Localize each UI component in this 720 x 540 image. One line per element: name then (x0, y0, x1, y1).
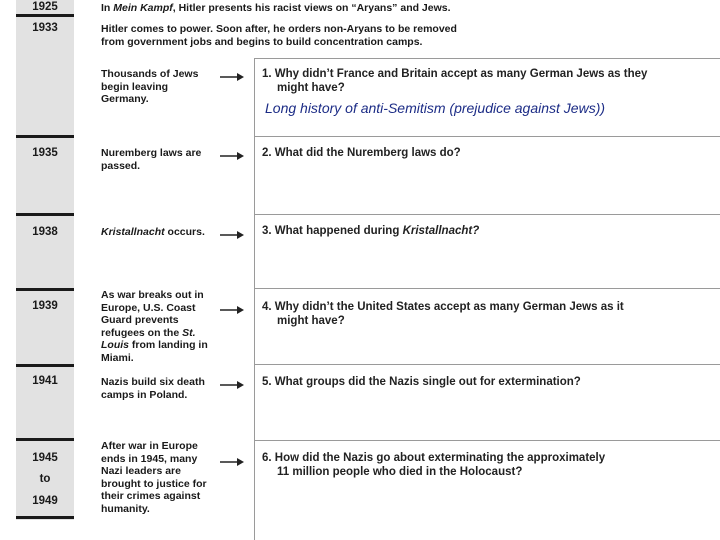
answer-1: Long history of anti-Semitism (prejudice against Jews)) (265, 100, 606, 116)
question-row-line (254, 136, 720, 137)
question-5: 5. What groups did the Nazis single out for extermination? (262, 376, 581, 388)
event-1941: Nazis build six death camps in Poland. (101, 376, 205, 401)
timeline-divider (16, 364, 74, 367)
year-1938: 1938 (32, 226, 58, 238)
question-row-line (254, 364, 720, 365)
question-row-line (254, 58, 720, 59)
question-row-line (254, 214, 720, 215)
arrow-right-icon (220, 456, 246, 468)
question-4: 4. Why didn’t the United States accept as many German Jews as it might have? (262, 301, 624, 327)
question-row-line (254, 288, 720, 289)
timeline-divider (16, 135, 74, 138)
year-1925: 1925 (32, 1, 58, 13)
timeline-divider (16, 14, 74, 17)
event-1925: In Mein Kampf, Hitler presents his racist views on “Aryans” and Jews. (101, 2, 451, 14)
year-1939: 1939 (32, 300, 58, 312)
timeline-divider (16, 516, 74, 519)
event-1938: Kristallnacht occurs. (101, 226, 205, 238)
question-1: 1. Why didn’t France and Britain accept as many German Jews as they might have? (262, 68, 648, 94)
year-range-to: to (39, 473, 51, 485)
year-1941: 1941 (32, 375, 58, 387)
timeline-divider (16, 288, 74, 291)
year-1935: 1935 (32, 147, 58, 159)
year-1949: 1949 (32, 495, 58, 507)
arrow-right-icon (220, 229, 246, 241)
event-jews-leaving: Thousands of Jews begin leaving Germany. (101, 68, 199, 105)
event-1933: Hitler comes to power. Soon after, he orders non-Aryans to be removed from government jobs and begins to build concentration camps. (101, 23, 457, 48)
question-row-line (254, 440, 720, 441)
year-1945: 1945 (32, 452, 58, 464)
arrow-right-icon (220, 71, 246, 83)
question-3: 3. What happened during Kristallnacht? (262, 225, 480, 237)
timeline-column (16, 0, 74, 520)
arrow-right-icon (220, 379, 246, 391)
event-1945-1949: After war in Europe ends in 1945, many Nazi leaders are brought to justice for their crimes against humanity. (101, 440, 207, 515)
event-1935: Nuremberg laws are passed. (101, 147, 202, 172)
arrow-right-icon (220, 150, 246, 162)
event-1939: As war breaks out in Europe, U.S. Coast Guard prevents refugees on the St. Louis from landing in Miami. (101, 289, 208, 364)
question-6: 6. How did the Nazis go about exterminating the approximately 11 million people who died in the Holocaust? (262, 452, 606, 478)
question-column-border (254, 58, 255, 540)
question-2: 2. What did the Nuremberg laws do? (262, 147, 461, 159)
timeline-divider (16, 438, 74, 441)
timeline-divider (16, 213, 74, 216)
arrow-right-icon (220, 304, 246, 316)
year-1933: 1933 (32, 22, 58, 34)
